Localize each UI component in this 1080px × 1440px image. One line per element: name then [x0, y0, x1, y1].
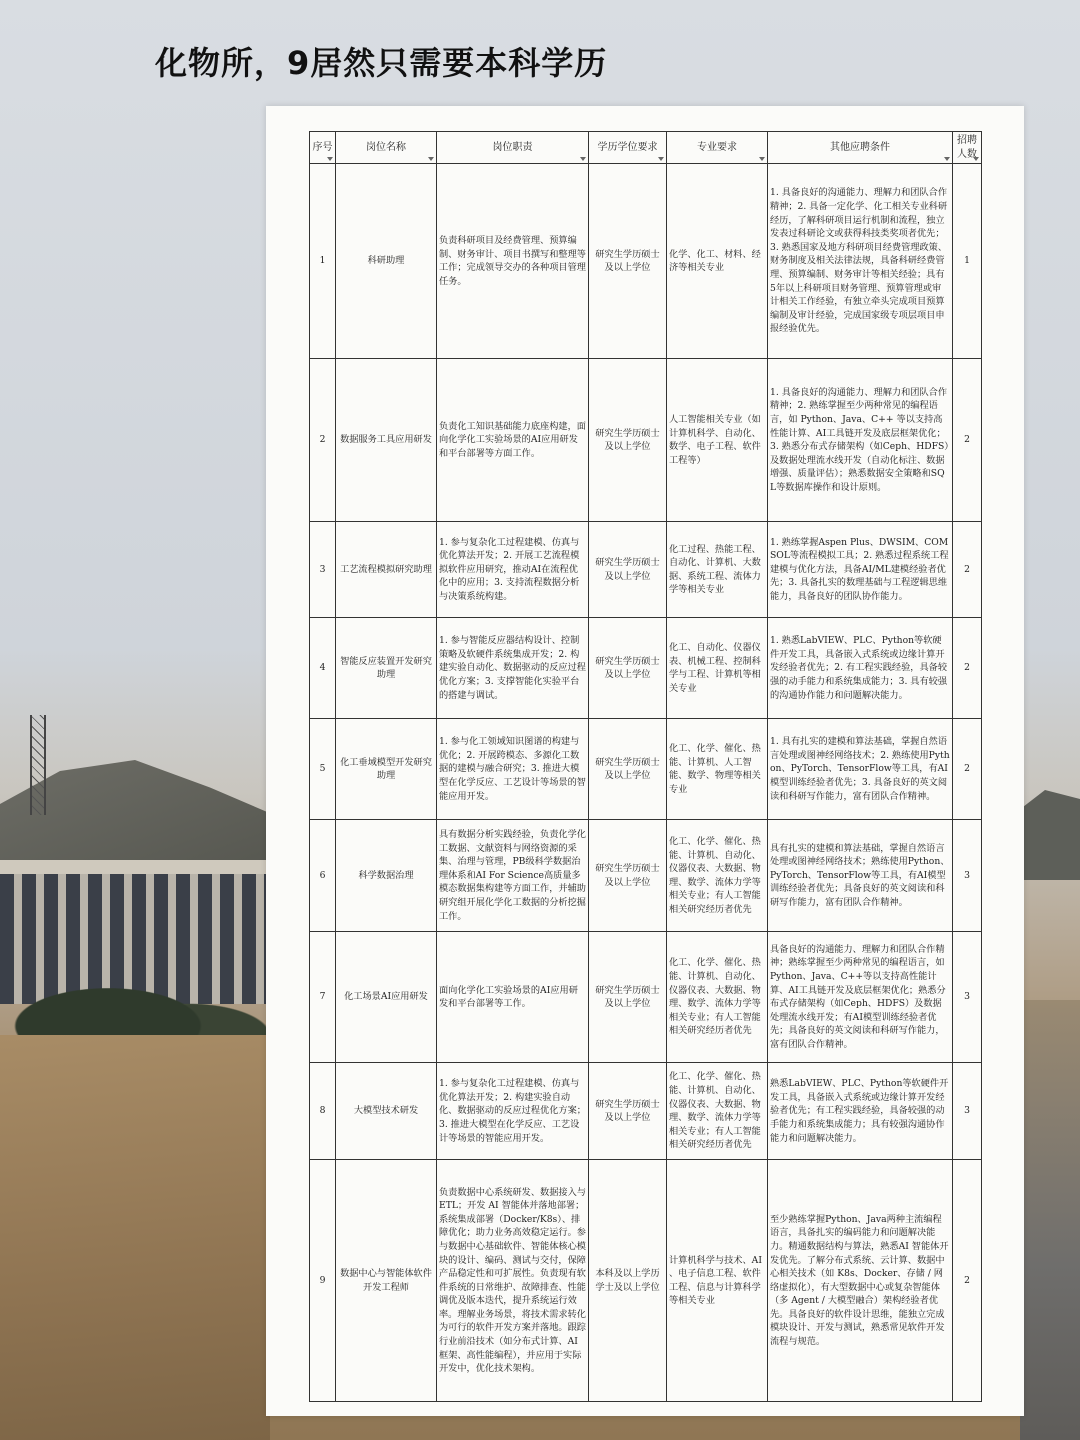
cell-position: 数据中心与智能体软件开发工程师	[336, 1160, 437, 1402]
cell-education: 研究生学历硕士及以上学位	[589, 522, 667, 618]
table-row	[310, 618, 982, 719]
table-row	[310, 522, 982, 618]
cell-duty: 1. 参与复杂化工过程建模、仿真与优化算法开发；2. 构建实验自动化、数据驱动的反应过程优化方案；3. 推进大模型在化学反应、工艺设计等场景的智能应用开发。	[437, 1063, 589, 1160]
background-ground	[0, 1035, 270, 1440]
cell-other: 熟悉LabVIEW、PLC、Python等软硬件开发工具，具备嵌入式系统或边缘计算开发经验者优先；有工程实践经验，具备较强的动手能力和系统集成能力；具有较强沟通协作能力和问题解决能力。	[768, 1063, 953, 1160]
cell-education: 研究生学历硕士及以上学位	[589, 719, 667, 820]
cell-education: 本科及以上学历学士及以上学位	[589, 1160, 667, 1402]
table-row	[310, 164, 982, 359]
cell-no: 3	[310, 522, 336, 618]
table-row	[310, 820, 982, 932]
cell-major: 计算机科学与技术、AI 、电子信息工程、软件工程、信息与计算科学等相关专业	[667, 1160, 768, 1402]
cell-count: 3	[953, 820, 982, 932]
cell-education: 研究生学历硕士及以上学位	[589, 618, 667, 719]
cell-other: 1. 熟练掌握Aspen Plus、DWSIM、COMSOL等流程模拟工具；2. 熟悉过程系统工程建模与优化方法，具备AI/ML建模经验者优先；3. 具备扎实的数理基础与工程逻辑思维能力，具备良好的团队协作能力。	[768, 522, 953, 618]
col-header-count[interactable]: 招聘人数	[953, 132, 982, 164]
cell-position: 科研助理	[336, 164, 437, 359]
cell-count: 3	[953, 1063, 982, 1160]
cell-no: 2	[310, 359, 336, 522]
cell-education: 研究生学历硕士及以上学位	[589, 1063, 667, 1160]
cell-major: 人工智能相关专业（如计算机科学、自动化、数学、电子工程、软件工程等）	[667, 359, 768, 522]
cell-no: 1	[310, 164, 336, 359]
cell-no: 9	[310, 1160, 336, 1402]
cell-no: 8	[310, 1063, 336, 1160]
col-header-major[interactable]: 专业要求	[667, 132, 768, 164]
table-row	[310, 1160, 982, 1402]
cell-position: 智能反应装置开发研究助理	[336, 618, 437, 719]
cell-duty: 负责化工知识基础能力底座构建，面向化学化工实验场景的AI应用研发和平台部署等方面工作。	[437, 359, 589, 522]
cell-position: 化工场景AI应用研发	[336, 932, 437, 1063]
cell-duty: 面向化学化工实验场景的AI应用研发和平台部署等工作。	[437, 932, 589, 1063]
cell-major: 化工、化学、催化、热能、计算机、人工智能、数学、物理等相关专业	[667, 719, 768, 820]
cell-education: 研究生学历硕士及以上学位	[589, 164, 667, 359]
col-header-other[interactable]: 其他应聘条件	[768, 132, 953, 164]
cell-other: 1. 熟悉LabVIEW、PLC、Python等软硬件开发工具，具备嵌入式系统或边缘计算开发经验者优先；2. 有工程实践经验，具备较强的动手能力和系统集成能力；3. 具有较强的沟通协作能力和问题解决能力。	[768, 618, 953, 719]
cell-position: 科学数据治理	[336, 820, 437, 932]
col-header-education[interactable]: 学历学位要求	[589, 132, 667, 164]
cell-major: 化学、化工、材料、经济等相关专业	[667, 164, 768, 359]
cell-no: 5	[310, 719, 336, 820]
col-header-duty[interactable]: 岗位职责	[437, 132, 589, 164]
cell-major: 化工、化学、催化、热能、计算机、自动化、仪器仪表、大数据、物理、数学、流体力学等相关专业；有人工智能相关研究经历者优先	[667, 932, 768, 1063]
cell-position: 大模型技术研发	[336, 1063, 437, 1160]
col-header-no[interactable]: 序号	[310, 132, 336, 164]
cell-other: 1. 具备良好的沟通能力、理解力和团队合作精神；2. 熟练掌握至少两种常见的编程语言，如 Python、Java、C++ 等以支持高性能计算、AI工具链开发及底层框架优化；3. 熟悉分布式存储架构（如Ceph、HDFS）及数据处理流水线开发（自动化标注、数据增强、质量评估）；熟悉数据安全策略和SQL等数据库操作和设计原则。	[768, 359, 953, 522]
cell-count: 1	[953, 164, 982, 359]
cell-count: 2	[953, 522, 982, 618]
cell-count: 2	[953, 618, 982, 719]
cell-major: 化工、自动化、仪器仪表、机械工程、控制科学与工程、计算机等相关专业	[667, 618, 768, 719]
recruitment-table	[309, 131, 982, 1402]
cell-position: 数据服务工具应用研发	[336, 359, 437, 522]
table-row	[310, 932, 982, 1063]
table-row	[310, 719, 982, 820]
cell-duty: 具有数据分析实践经验，负责化学化工数据、文献资料与网络资源的采集、治理与管理，PB级科学数据治理体系和AI For Science高质量多模态数据集构建等方面工作，并辅助研究组开展化学化工数据的分析挖掘工作。	[437, 820, 589, 932]
cell-major: 化工过程、热能工程、自动化、计算机、大数据、系统工程、流体力学等相关专业	[667, 522, 768, 618]
recruitment-sheet	[266, 106, 1024, 1416]
cell-other: 至少熟练掌握Python、Java两种主流编程语言，具备扎实的编码能力和问题解决能力。精通数据结构与算法，熟悉AI 智能体开发优先。了解分布式系统、云计算、数据中心相关技术（如 K8s、Docker、存储 / 网络虚拟化），有大型数据中心或复杂智能体（多 Agent / 大模型融合）架构经验者优先。具备良好的软件设计思维，能独立完成模块设计、开发与测试，熟悉常见软件开发流程与规范。	[768, 1160, 953, 1402]
cell-count: 2	[953, 719, 982, 820]
table-row	[310, 1063, 982, 1160]
cell-position: 化工垂域模型开发研究助理	[336, 719, 437, 820]
col-header-position[interactable]: 岗位名称	[336, 132, 437, 164]
cell-duty: 负责科研项目及经费管理、预算编制、财务审计、项目书撰写和整理等工作；完成领导交办的各种项目管理任务。	[437, 164, 589, 359]
cell-position: 工艺流程模拟研究助理	[336, 522, 437, 618]
cell-other: 具备良好的沟通能力、理解力和团队合作精神；熟练掌握至少两种常见的编程语言，如Python、Java、C++等以支持高性能计算、AI工具链开发及底层框架优化；熟悉分布式存储架构（如Ceph、HDFS）及数据处理流水线开发；有AI模型训练经验者优先；具备良好的英文阅读和科研写作能力，富有团队合作精神。	[768, 932, 953, 1063]
cell-no: 7	[310, 932, 336, 1063]
cell-major: 化工、化学、催化、热能、计算机、自动化、仪器仪表、大数据、物理、数学、流体力学等相关专业；有人工智能相关研究经历者优先	[667, 1063, 768, 1160]
table-row	[310, 359, 982, 522]
cell-duty: 负责数据中心系统研发、数据接入与ETL；开发 AI 智能体并落地部署；系统集成部署（Docker/K8s）、排障优化；助力业务高效稳定运行。参与数据中心基础软件、智能体核心模块的设计、编码、测试与交付，保障产品稳定性和可扩展性。负责现有软件系统的日常维护、故障排查、性能调优及版本迭代，提升系统运行效率。理解业务场景，将技术需求转化为可行的软件开发方案并落地。跟踪行业前沿技术（如分布式计算、AI 框架、高性能编程），并应用于实际开发中，优化技术架构。	[437, 1160, 589, 1402]
cell-other: 1. 具有扎实的建模和算法基础，掌握自然语言处理或图神经网络技术；2. 熟练使用Python、PyTorch、TensorFlow等工具，有AI模型训练经验者优先；3. 具备良好的英文阅读和科研写作能力，富有团队合作精神。	[768, 719, 953, 820]
cell-duty: 1. 参与化工领域知识图谱的构建与优化；2. 开展跨模态、多源化工数据的建模与融合研究；3. 推进大模型在化学反应、工艺设计等场景的智能应用开发。	[437, 719, 589, 820]
cell-education: 研究生学历硕士及以上学位	[589, 820, 667, 932]
background-tower	[30, 715, 46, 815]
cell-duty: 1. 参与复杂化工过程建模、仿真与优化算法开发；2. 开展工艺流程模拟软件应用研究，推动AI在流程优化中的应用；3. 支持流程数据分析与决策系统构建。	[437, 522, 589, 618]
cell-count: 3	[953, 932, 982, 1063]
post-headline: 化物所，9居然只需要本科学历	[155, 44, 608, 82]
background-road	[1020, 1000, 1080, 1440]
cell-education: 研究生学历硕士及以上学位	[589, 359, 667, 522]
cell-no: 6	[310, 820, 336, 932]
table-header-row	[310, 132, 982, 164]
cell-no: 4	[310, 618, 336, 719]
cell-count: 2	[953, 1160, 982, 1402]
cell-major: 化工、化学、催化、热能、计算机、自动化、仪器仪表、大数据、物理、数学、流体力学等相关专业；有人工智能相关研究经历者优先	[667, 820, 768, 932]
cell-count: 2	[953, 359, 982, 522]
cell-duty: 1. 参与智能反应器结构设计、控制策略及软硬件系统集成开发；2. 构建实验自动化、数据驱动的反应过程优化方案；3. 支撑智能化实验平台的搭建与调试。	[437, 618, 589, 719]
cell-other: 1. 具备良好的沟通能力、理解力和团队合作精神；2. 具备一定化学、化工相关专业科研经历，了解科研项目运行机制和流程，独立发表过科研论文或获得科技类奖项者优先；3. 熟悉国家及地方科研项目经费管理政策、财务制度及相关法律法规，具备科研经费管理、预算编制、财务审计等相关经验；具有5年以上科研项目财务管理、预算管理或审计相关工作经验，有独立牵头完成项目预算编制及审计经验，完成国家级专项层项目申报经验优先。	[768, 164, 953, 359]
cell-other: 具有扎实的建模和算法基础，掌握自然语言处理或图神经网络技术；熟练使用Python、PyTorch、TensorFlow等工具，有AI模型训练经验者优先；具备良好的英文阅读和科研写作能力，富有团队合作精神。	[768, 820, 953, 932]
cell-education: 研究生学历硕士及以上学位	[589, 932, 667, 1063]
